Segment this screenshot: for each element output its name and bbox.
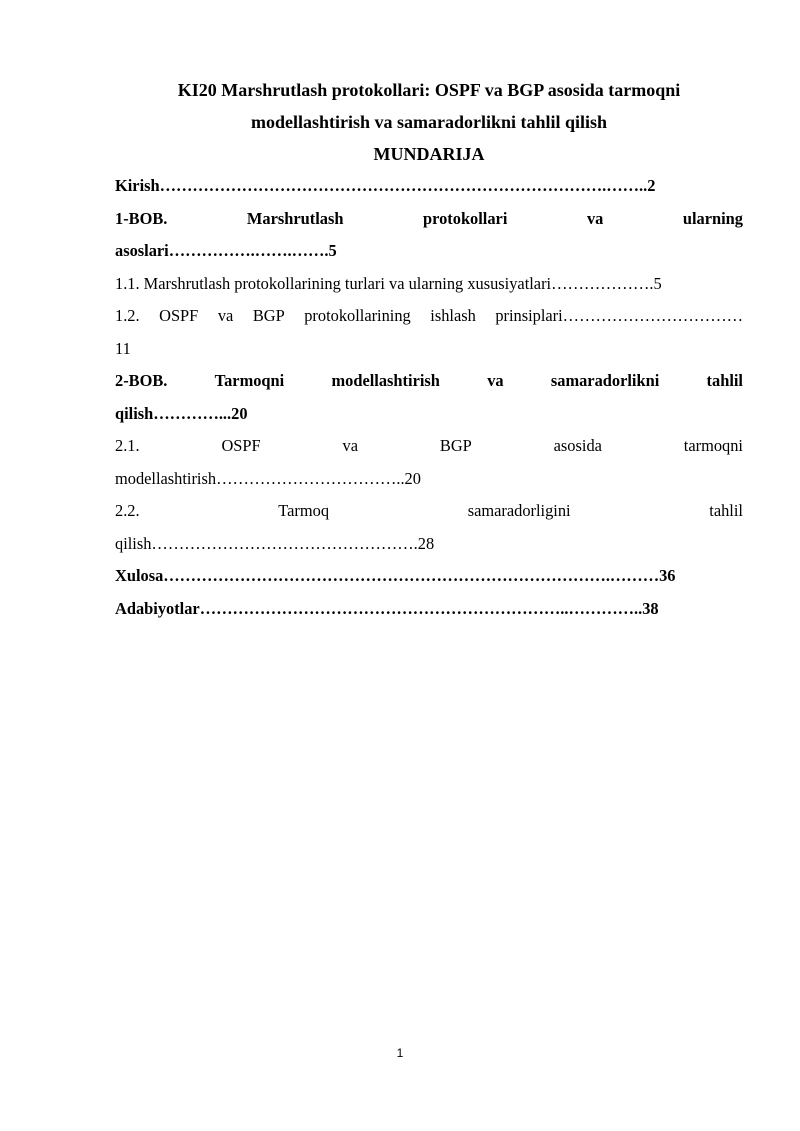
toc-entry-bob1 xyxy=(115,203,743,236)
toc-word: 2-BOB. xyxy=(115,371,168,390)
toc-word: protokollarining xyxy=(304,306,411,325)
toc-entry-1-1: 1.1. Marshrutlash protokollarining turlari va ularning xususiyatlari……………….5 xyxy=(115,273,662,293)
toc-entry-bob1-continued: asoslari…………….…….…….5 xyxy=(115,241,337,260)
toc-word: Tarmoq xyxy=(278,501,330,520)
document-title-line-1: KI20 Marshrutlash protokollari: OSPF va BGP asosida tarmoqni xyxy=(177,80,681,100)
document-page xyxy=(115,74,743,625)
toc-word: 1-BOB. xyxy=(115,208,168,228)
toc-word: BGP xyxy=(252,306,285,325)
toc-word: protokollari xyxy=(423,208,508,228)
toc-word: va xyxy=(217,306,234,325)
toc-entry-bob2-continued: qilish…………...20 xyxy=(115,403,248,423)
toc-word: prinsiplari…………………………… xyxy=(495,306,743,325)
toc-entry-kirish: Kirish……………………………………………………………………….……..2 xyxy=(115,176,656,195)
toc-word: Tarmoqni xyxy=(214,371,285,390)
toc-entry-bob2 xyxy=(115,365,743,398)
contents-heading: MUNDARIJA xyxy=(373,144,485,164)
toc-entry-xulosa: Xulosa……………………………………………………………………….………36 xyxy=(115,566,676,585)
toc-word: ularning xyxy=(682,208,743,228)
toc-word: va xyxy=(487,371,504,390)
toc-word: tarmoqni xyxy=(683,436,743,455)
toc-word: OSPF xyxy=(159,306,199,325)
toc-word: va xyxy=(586,208,604,228)
toc-entry-2-2-continued: qilish………………………………………….28 xyxy=(115,533,435,553)
toc-word: samaradorlikni xyxy=(550,371,660,390)
toc-word: 2.1. xyxy=(115,436,140,455)
toc-word: Marshrutlash xyxy=(246,208,344,228)
toc-word: ishlash xyxy=(430,306,476,325)
toc-entry-1-2 xyxy=(115,300,743,333)
toc-word: va xyxy=(342,436,359,455)
toc-word: tahlil xyxy=(706,371,743,390)
toc-entry-2-1 xyxy=(115,430,743,463)
toc-word: tahlil xyxy=(709,501,743,520)
toc-entry-adabiyotlar: Adabiyotlar…………………………………………………………..…………..38 xyxy=(115,598,659,618)
toc-word: modellashtirish xyxy=(331,371,440,390)
toc-entry-2-1-continued: modellashtirish……………………………..20 xyxy=(115,468,421,488)
toc-word: 1.2. xyxy=(115,306,140,325)
toc-word: OSPF xyxy=(221,436,261,455)
toc-entry-2-2 xyxy=(115,495,743,528)
table-of-contents xyxy=(115,170,743,625)
toc-word: samaradorligini xyxy=(467,501,571,520)
toc-word: 2.2. xyxy=(115,501,140,520)
toc-word: asosida xyxy=(553,436,602,455)
toc-word: BGP xyxy=(439,436,472,455)
toc-entry-1-2-continued: 11 xyxy=(115,338,131,358)
page-number: 1 xyxy=(396,1046,404,1060)
document-title-line-2: modellashtirish va samaradorlikni tahlil qilish xyxy=(250,112,608,132)
